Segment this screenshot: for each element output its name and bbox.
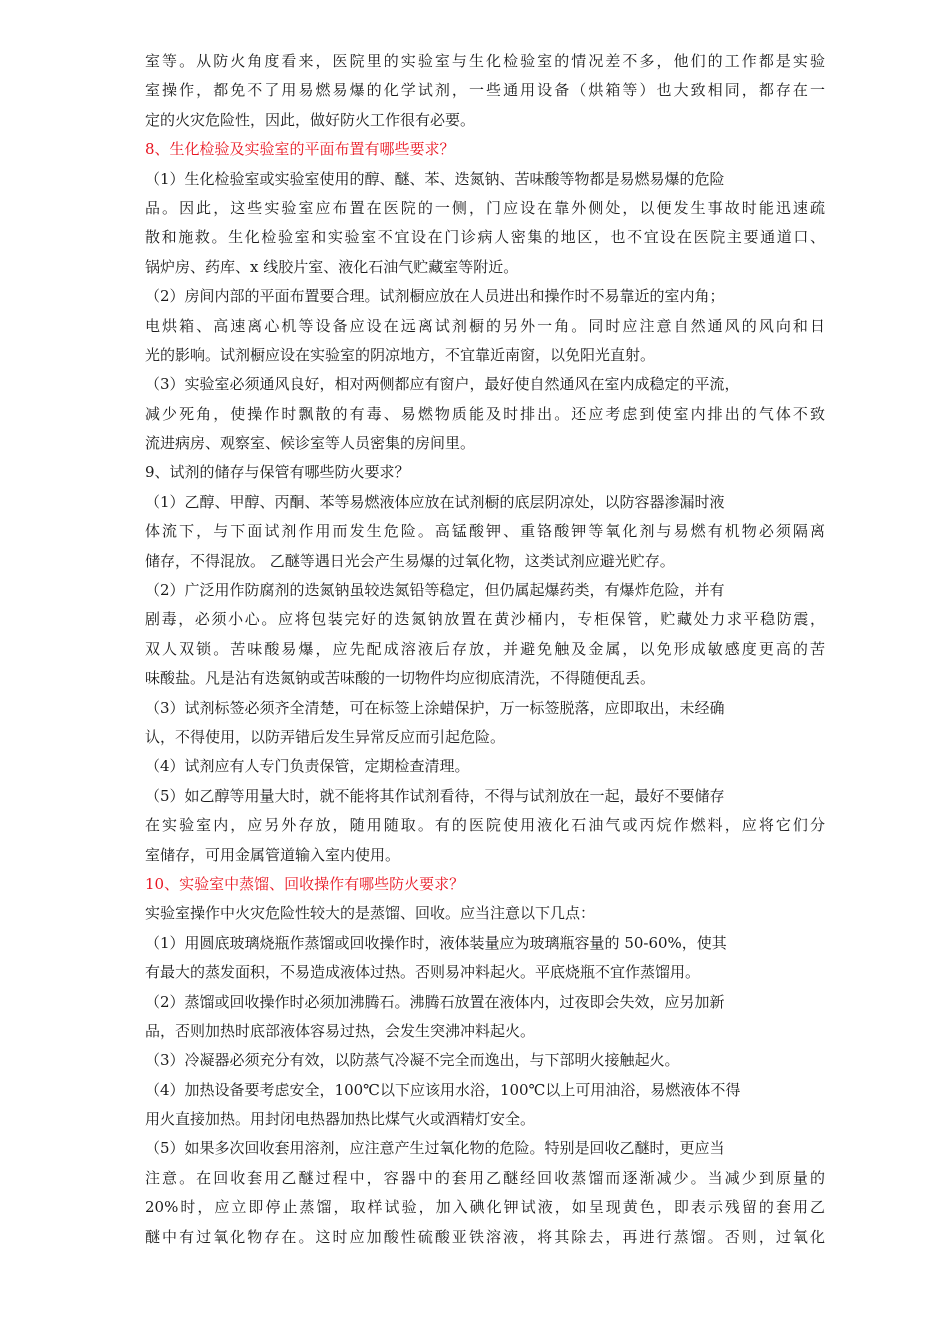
text-line: 室等。从防火角度看来，医院里的实验室与生化检验室的情况差不多，他们的工作都是实验: [145, 52, 825, 70]
text-line: 用火直接加热。用封闭电热器加热比煤气火或酒精灯安全。: [145, 1110, 536, 1129]
text-line: 室储存，可用金属管道输入室内使用。: [145, 845, 401, 864]
text-line: 20%时，应立即停止蒸馏，取样试验，加入碘化钾试液，如呈现黄色，即表示残留的套用乙: [145, 1198, 825, 1217]
text-line: 散和施救。生化检验室和实验室不宜设在门诊病人密集的地区，也不宜设在医院主要通道口、: [145, 228, 825, 247]
text-line: 体流下，与下面试剂作用而发生危险。高锰酸钾、重铬酸钾等氧化剂与易燃有机物必须隔离: [145, 522, 825, 541]
text-line: （5）如乙醇等用量大时，就不能将其作试剂看待，不得与试剂放在一起，最好不要储存: [145, 786, 725, 805]
text-line: 剧毒，必须小心。应将包装完好的迭氮钠放置在黄沙桶内，专柜保管，贮藏处力求平稳防震，: [145, 610, 825, 629]
text-line: （2）房间内部的平面布置要合理。试剂橱应放在人员进出和操作时不易靠近的室内角；: [145, 287, 725, 306]
text-line: （1）乙醇、甲醇、丙酮、苯等易燃液体应放在试剂橱的底层阴凉处，以防容器渗漏时液: [145, 492, 725, 511]
text-line: 电烘箱、高速离心机等设备应设在远离试剂橱的另外一角。同时应注意自然通风的风向和日: [145, 316, 825, 335]
text-line: 品。因此，这些实验室应布置在医院的一侧，门应设在靠外侧处，以便发生事故时能迅速疏: [145, 198, 825, 217]
text-line: 9、试剂的储存与保管有哪些防火要求？: [145, 463, 410, 482]
text-line: 储存，不得混放。 乙醚等遇日光会产生易爆的过氧化物，这类试剂应避光贮存。: [145, 551, 675, 570]
text-line: （5）如果多次回收套用溶剂，应注意产生过氧化物的危险。特别是回收乙醚时，更应当: [145, 1139, 725, 1158]
text-line: 双人双锁。苦味酸易爆，应先配成溶液后存放，并避免触及金属，以免形成敏感度更高的苦: [145, 639, 825, 658]
text-line: 实验室操作中火灾危险性较大的是蒸馏、回收。应当注意以下几点：: [145, 904, 596, 923]
text-line: （1）生化检验室或实验室使用的醇、醚、苯、迭氮钠、苦味酸等物都是易燃易爆的危险: [145, 169, 725, 188]
section-heading: 8、生化检验及实验室的平面布置有哪些要求？: [145, 140, 455, 159]
text-line: 减少死角，使操作时飘散的有毒、易燃物质能及时排出。还应考虑到使室内排出的气体不致: [145, 404, 825, 423]
text-line: 光的影响。试剂橱应设在实验室的阴凉地方，不宜靠近南窗，以免阳光直射。: [145, 345, 656, 364]
text-line: 锅炉房、药库、x 线胶片室、液化石油气贮藏室等附近。: [145, 257, 519, 276]
text-line: 认，不得使用，以防弄错后发生异常反应而引起危险。: [145, 727, 506, 746]
text-line: （3）试剂标签必须齐全清楚，可在标签上涂蜡保护，万一标签脱落，应即取出，未经确: [145, 698, 725, 717]
text-line: （1）用圆底玻璃烧瓶作蒸馏或回收操作时，液体装量应为玻璃瓶容量的 50-60%，使其: [145, 933, 727, 952]
text-line: （3）实验室必须通风良好，相对两侧都应有窗户，最好使自然通风在室内成稳定的平流，: [145, 375, 740, 394]
text-line: 品，否则加热时底部液体容易过热，会发生突沸冲料起火。: [145, 1021, 536, 1040]
text-line: （2）广泛用作防腐剂的迭氮钠虽较迭氮铅等稳定，但仍属起爆药类，有爆炸危险，并有: [145, 581, 725, 600]
text-line: 在实验室内，应另外存放，随用随取。有的医院使用液化石油气或丙烷作燃料，应将它们分: [145, 816, 825, 835]
text-line: 味酸盐。凡是沾有迭氮钠或苦味酸的一切物件均应彻底清洗，不得随便乱丢。: [145, 669, 656, 688]
text-line: 定的火灾危险性，因此，做好防火工作很有必要。: [145, 110, 476, 129]
section-heading: 10、实验室中蒸馏、回收操作有哪些防火要求？: [145, 874, 465, 893]
text-line: （2）蒸馏或回收操作时必须加沸腾石。沸腾石放置在液体内，过夜即会失效，应另加新: [145, 992, 725, 1011]
text-line: （4）加热设备要考虑安全，100℃以下应该用水浴，100℃以上可用油浴，易燃液体不得: [145, 1080, 741, 1099]
text-line: （4）试剂应有人专门负责保管，定期检查清理。: [145, 757, 470, 776]
text-line: 流进病房、观察室、候诊室等人员密集的房间里。: [145, 434, 476, 453]
text-line: 室操作，都免不了用易燃易爆的化学试剂，一些通用设备（烘箱等）也大致相同，都存在一: [145, 81, 825, 100]
text-line: 注意。在回收套用乙醚过程中，容器中的套用乙醚经回收蒸馏而逐渐减少。当减少到原量的: [145, 1168, 825, 1187]
text-line: （3）冷凝器必须充分有效，以防蒸气冷凝不完全而逸出，与下部明火接触起火。: [145, 1051, 680, 1070]
text-line: 有最大的蒸发面积，不易造成液体过热。否则易冲料起火。平底烧瓶不宜作蒸馏用。: [145, 963, 701, 982]
document-page: [145, 47, 825, 1252]
text-line: 醚中有过氧化物存在。这时应加酸性硫酸亚铁溶液，将其除去，再进行蒸馏。否则，过氧化: [145, 1227, 825, 1246]
